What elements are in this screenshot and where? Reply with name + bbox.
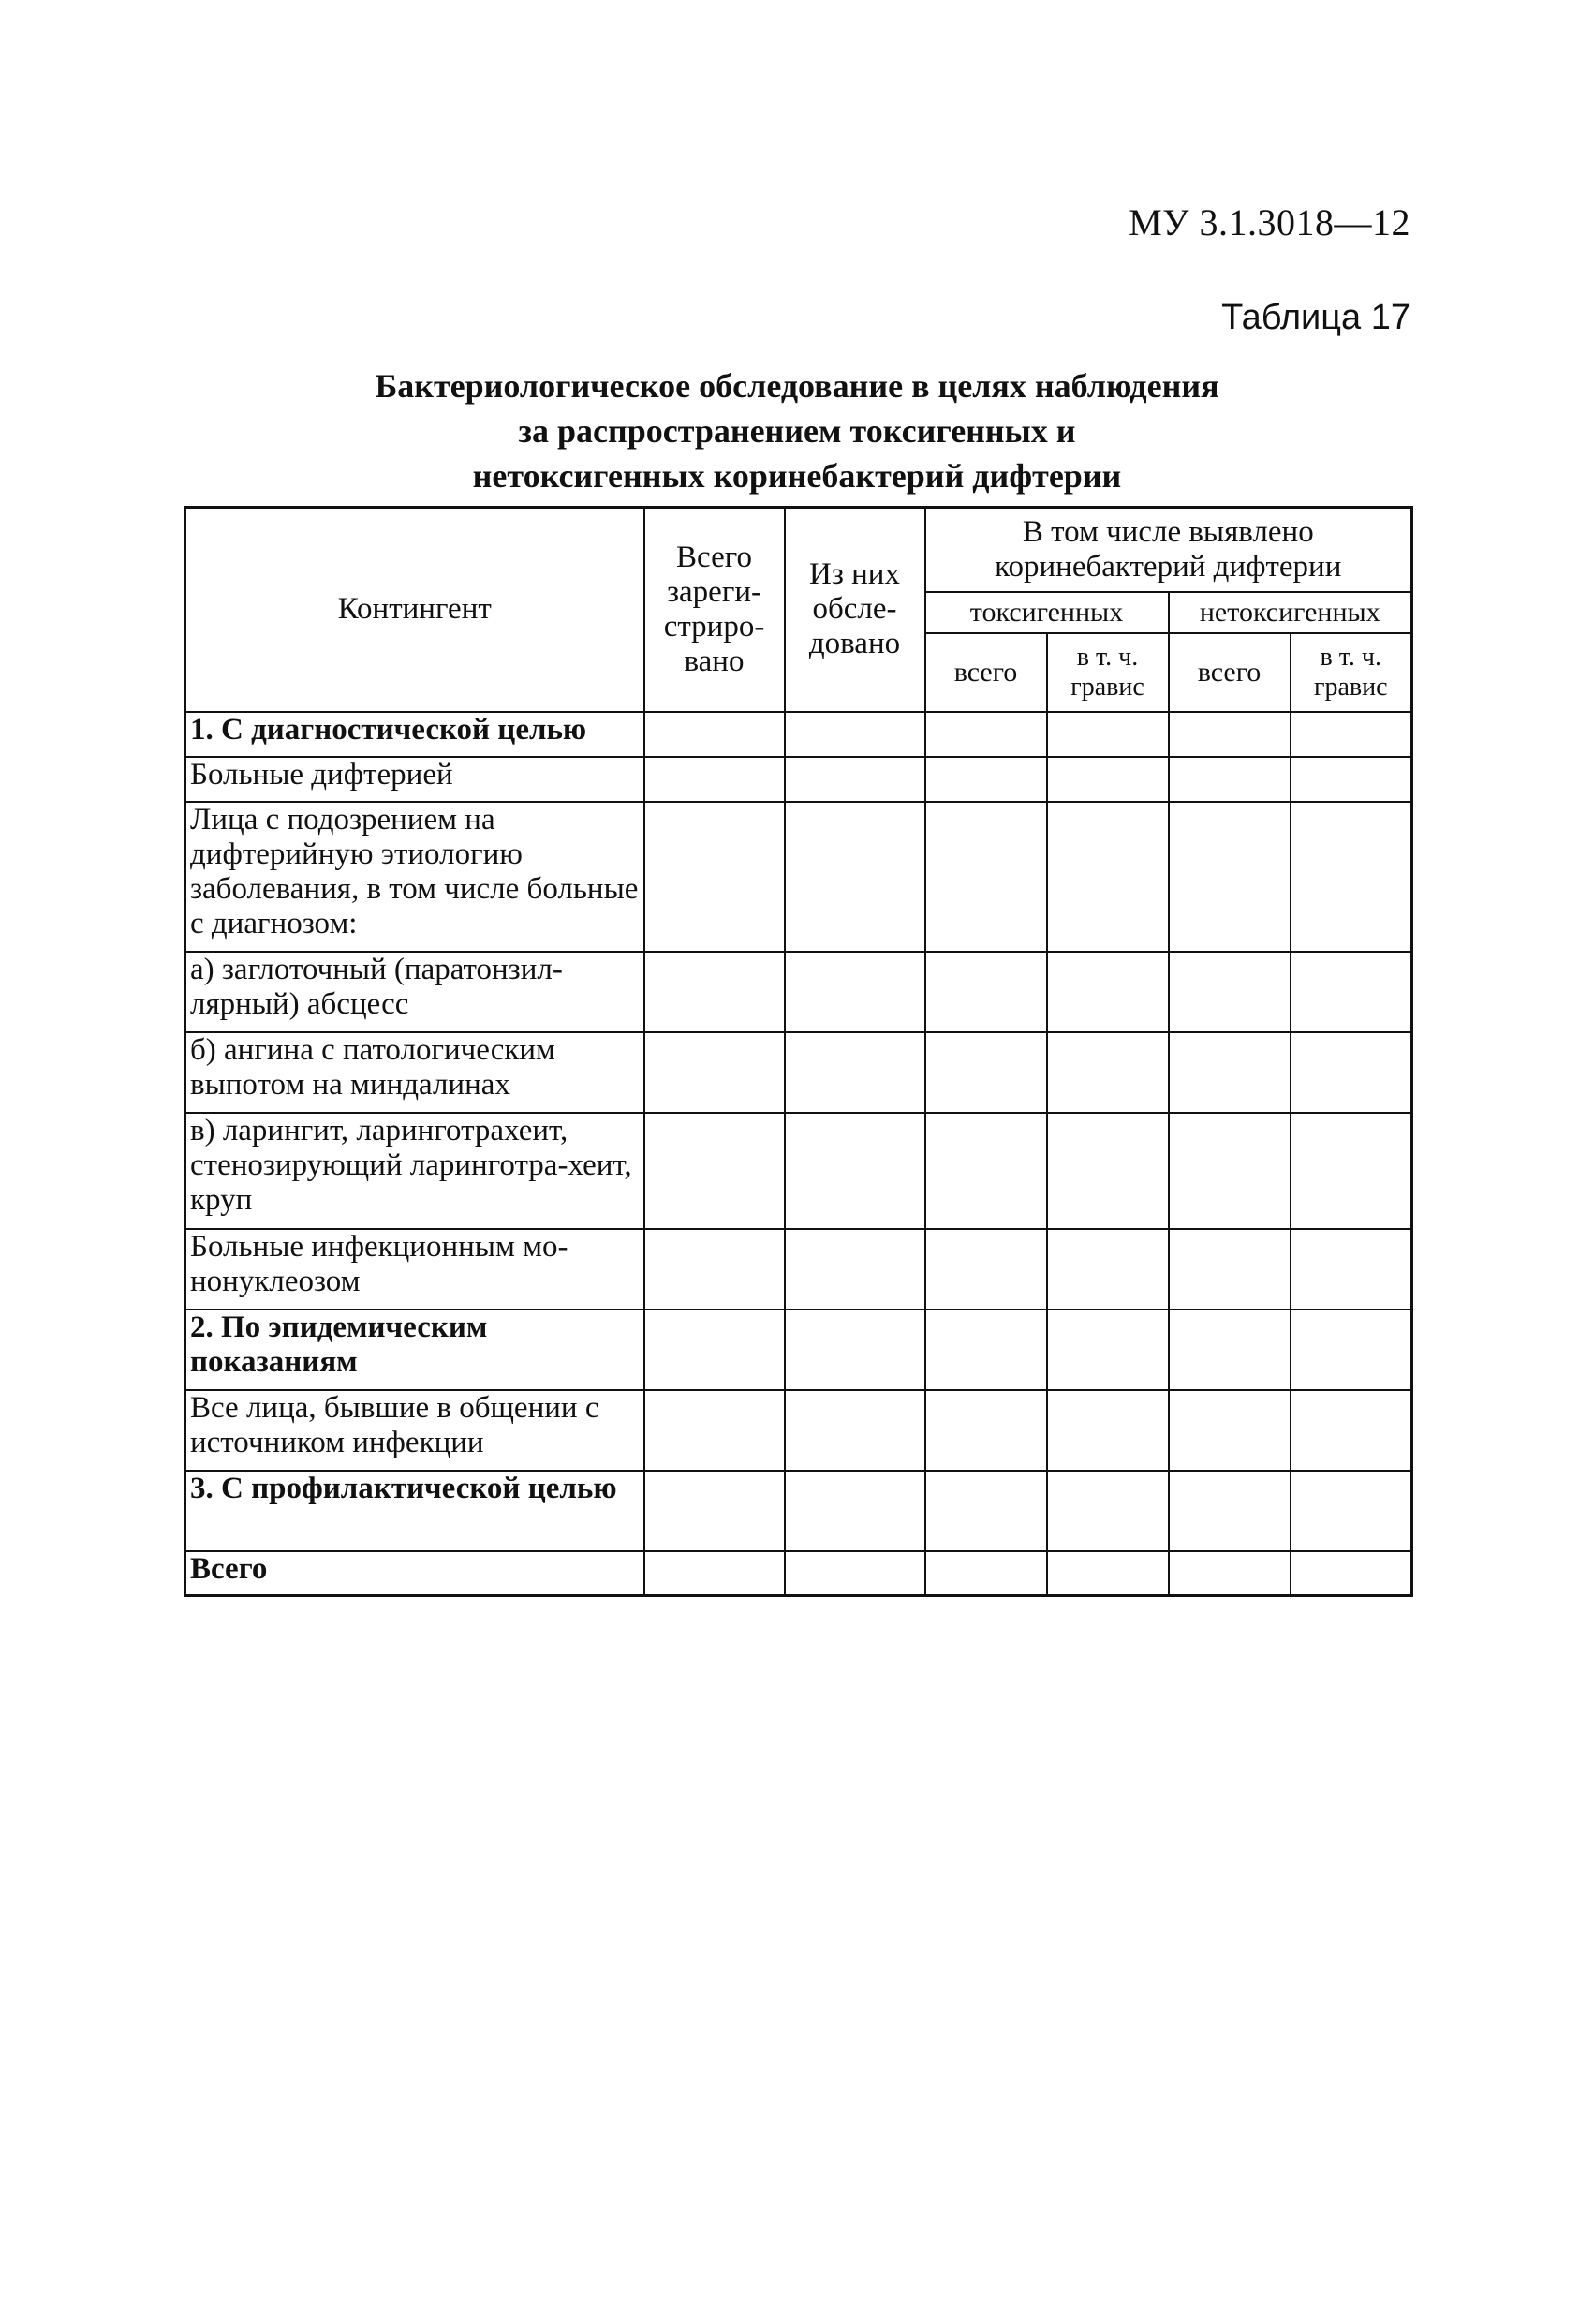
table-row (185, 757, 1412, 802)
table-row (185, 1229, 1412, 1310)
table-cell (1047, 1471, 1169, 1551)
table-row (185, 1471, 1412, 1551)
table-cell (1047, 1229, 1169, 1310)
table-cell (785, 1310, 925, 1390)
table-cell (1169, 1390, 1291, 1471)
table-cell (925, 1390, 1047, 1471)
table-cell (925, 757, 1047, 802)
header-contingent: Контингент (185, 508, 644, 712)
table-cell (785, 1390, 925, 1471)
table-row (185, 1551, 1412, 1596)
header-non-toxigenic-total: всего (1169, 633, 1291, 712)
table-cell (1291, 1390, 1412, 1471)
row-label: Больные инфекционным мо-нонуклеозом (185, 1229, 644, 1310)
table-row (185, 1310, 1412, 1390)
table-title-line: Бактериологическое обследование в целях наблюдения (375, 367, 1219, 405)
table-cell (1169, 1113, 1291, 1229)
table-cell (1047, 1390, 1169, 1471)
table-cell (1291, 757, 1412, 802)
survey-table (184, 506, 1413, 1597)
table-cell (644, 1229, 785, 1310)
table-cell (644, 1113, 785, 1229)
header-toxigenic-total: всего (925, 633, 1047, 712)
row-label: Всего (185, 1551, 644, 1596)
table-cell (1169, 802, 1291, 952)
table-cell (1169, 757, 1291, 802)
header-registered: Всего зареги-стриро-вано (644, 508, 785, 712)
table-cell (925, 1229, 1047, 1310)
table-cell (1291, 712, 1412, 757)
table-row (185, 952, 1412, 1032)
row-label: Все лица, бывшие в общении с источником инфекции (185, 1390, 644, 1471)
table-cell (644, 802, 785, 952)
table-cell (644, 1032, 785, 1113)
table-cell (1047, 712, 1169, 757)
table-row (185, 712, 1412, 757)
table-cell (644, 1390, 785, 1471)
row-label: а) заглоточный (паратонзил-лярный) абсцесс (185, 952, 644, 1032)
table-row (185, 1113, 1412, 1229)
row-label: 3. С профилактической целью (185, 1471, 644, 1551)
table-cell (644, 952, 785, 1032)
table-row (185, 1390, 1412, 1471)
table-title-line: нетоксигенных коринебактерий дифтерии (472, 457, 1122, 495)
row-label: в) ларингит, ларинготрахеит, стенозирующий ларинготра-хеит, круп (185, 1113, 644, 1229)
table-cell (1047, 952, 1169, 1032)
table-cell (1047, 1032, 1169, 1113)
table-cell (925, 1113, 1047, 1229)
table-cell (1047, 1310, 1169, 1390)
table-cell (1291, 952, 1412, 1032)
table-cell (644, 1471, 785, 1551)
table-cell (1047, 1551, 1169, 1596)
row-label: б) ангина с патологическим выпотом на миндалинах (185, 1032, 644, 1113)
row-label: Больные дифтерией (185, 757, 644, 802)
table-cell (1291, 1032, 1412, 1113)
table-cell (1047, 802, 1169, 952)
table-cell (925, 952, 1047, 1032)
table-title-line: за распространением токсигенных и (518, 412, 1076, 450)
table-cell (1291, 1471, 1412, 1551)
table-cell (1169, 1032, 1291, 1113)
header-detected-group: В том числе выявлено коринебактерий дифтерии (925, 508, 1412, 592)
header-examined: Из них обсле-довано (785, 508, 925, 712)
table-cell (1291, 802, 1412, 952)
table-cell (925, 1310, 1047, 1390)
table-cell (785, 1113, 925, 1229)
table-title (184, 363, 1410, 498)
table-cell (1047, 757, 1169, 802)
table-cell (785, 1551, 925, 1596)
table-cell (785, 757, 925, 802)
table-cell (644, 1551, 785, 1596)
table-cell (925, 802, 1047, 952)
table-cell (1169, 952, 1291, 1032)
table-cell (925, 1471, 1047, 1551)
document-code: МУ 3.1.3018—12 (1129, 201, 1410, 244)
table-cell (785, 1032, 925, 1113)
table-number: Таблица 17 (1221, 298, 1410, 337)
table-cell (1169, 1551, 1291, 1596)
table-cell (644, 1310, 785, 1390)
table-cell (1169, 1310, 1291, 1390)
table-cell (925, 1551, 1047, 1596)
table-cell (644, 757, 785, 802)
table-cell (785, 802, 925, 952)
table-cell (1169, 1471, 1291, 1551)
table-cell (925, 712, 1047, 757)
table-cell (1169, 712, 1291, 757)
header-toxigenic-gravis: в т. ч. гравис (1047, 633, 1169, 712)
table-cell (1047, 1113, 1169, 1229)
table-cell (785, 1471, 925, 1551)
table-row (185, 1032, 1412, 1113)
table-cell (1169, 1229, 1291, 1310)
table-cell (1291, 1310, 1412, 1390)
row-label: Лица с подозрением на дифтерийную этиологию заболевания, в том числе больные с диагнозом: (185, 802, 644, 952)
table-row (185, 802, 1412, 952)
table-cell (1291, 1113, 1412, 1229)
table-cell (785, 952, 925, 1032)
row-label: 2. По эпидемическим показаниям (185, 1310, 644, 1390)
row-label: 1. С диагностической целью (185, 712, 644, 757)
table-cell (925, 1032, 1047, 1113)
table-cell (785, 712, 925, 757)
header-toxigenic: токсигенных (925, 592, 1169, 633)
table-cell (644, 712, 785, 757)
table-cell (785, 1229, 925, 1310)
header-non-toxigenic-gravis: в т. ч. гравис (1291, 633, 1412, 712)
table-cell (1291, 1229, 1412, 1310)
header-non-toxigenic: нетоксигенных (1169, 592, 1412, 633)
table-cell (1291, 1551, 1412, 1596)
